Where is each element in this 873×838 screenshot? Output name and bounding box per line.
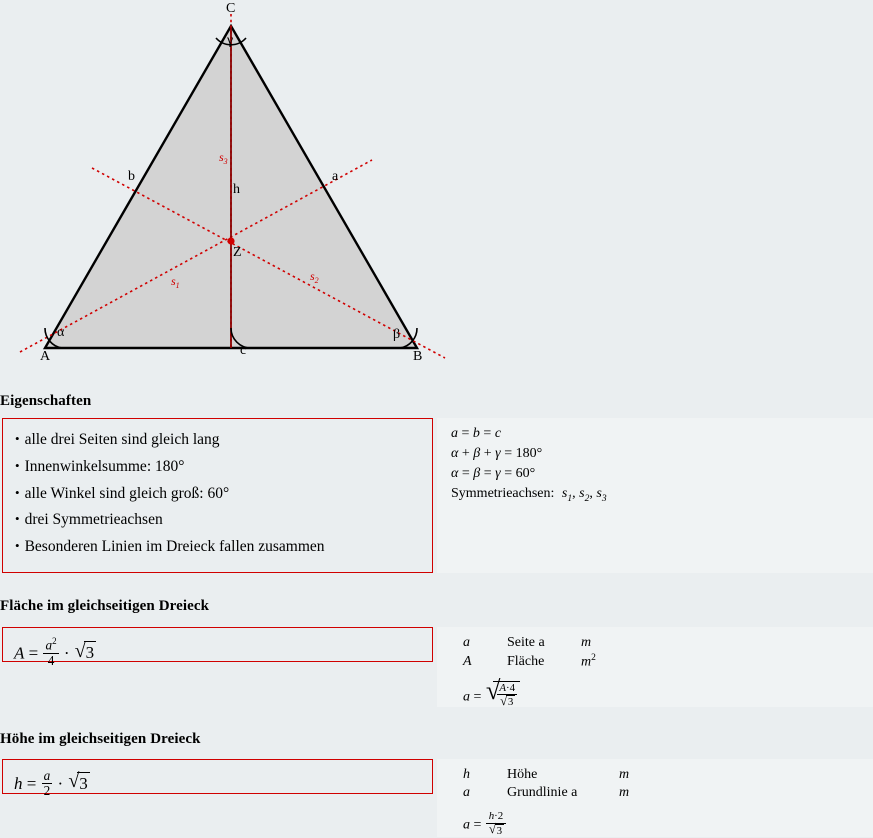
equilateral-triangle-figure xyxy=(0,0,873,372)
table-row xyxy=(451,652,596,672)
var-description: Grundlinie a xyxy=(507,785,578,800)
height-solved-equation: a = h·2 √ 3 xyxy=(463,811,873,838)
var-description: Fläche xyxy=(507,653,545,669)
axis-label-s1: $s_1$ xyxy=(171,274,180,290)
height-formula-box xyxy=(2,759,433,799)
property-text: alle Winkel sind gleich groß: 60° xyxy=(24,484,230,502)
var-description: Höhe xyxy=(507,767,538,782)
vertex-label-C: C xyxy=(226,1,236,16)
list-item xyxy=(15,534,422,561)
bullet-icon: • xyxy=(15,538,20,554)
bullet-icon: • xyxy=(15,431,20,446)
side-label-c: c xyxy=(240,343,247,358)
property-text: drei Symmetrieachsen xyxy=(24,511,163,529)
var-unit: m xyxy=(619,767,630,782)
height-variable-table xyxy=(451,766,629,802)
centroid-label: Z xyxy=(233,245,242,260)
area-side-panel xyxy=(437,627,873,707)
vertex-label-B: B xyxy=(413,349,423,364)
angle-label-beta: β xyxy=(393,327,401,342)
area-solved-equation: a = √ A·4 √ 3 xyxy=(463,681,873,710)
note-symmetry-axes: Symmetrieachsen: $s_1$, $s_2$, $s_3$ xyxy=(451,485,607,504)
note-each-angle: α = β = γ = 60° xyxy=(451,465,536,481)
axis-label-s2: $s_2$ xyxy=(310,269,319,285)
table-row xyxy=(451,766,629,784)
bullet-icon: • xyxy=(15,511,20,527)
height-side-panel xyxy=(437,759,873,837)
var-unit: m xyxy=(619,785,630,800)
heading-flaeche: Fläche im gleichseitigen Dreieck xyxy=(0,598,210,614)
var-symbol: a xyxy=(463,635,470,650)
var-symbol: h xyxy=(463,767,470,782)
list-item xyxy=(15,454,422,481)
height-formula: h = $\frac{a}{2}$ · √ 3 xyxy=(14,768,88,799)
var-unit: m xyxy=(581,635,592,650)
height-label: h xyxy=(233,182,240,197)
area-formula: A = $\frac{a^2}{4}$ · √ 3 xyxy=(14,636,95,668)
heading-hoehe: Höhe im gleichseitigen Dreieck xyxy=(0,731,201,747)
bullet-icon: • xyxy=(15,484,20,500)
var-symbol: A xyxy=(463,653,472,669)
properties-list xyxy=(3,419,432,569)
properties-side-panel xyxy=(437,418,873,573)
property-text: Besonderen Linien im Dreieck fallen zusammen xyxy=(24,538,325,556)
table-row xyxy=(451,634,596,652)
var-unit: $m^2$ xyxy=(581,653,596,670)
property-text: Innenwinkelsumme: 180° xyxy=(24,457,185,475)
var-description: Seite a xyxy=(507,635,545,650)
area-variable-table xyxy=(451,634,596,672)
symmetry-axes-label: Symmetrieachsen: xyxy=(451,485,555,501)
list-item xyxy=(15,427,422,454)
bullet-icon: • xyxy=(15,457,20,473)
table-row xyxy=(451,784,629,802)
note-sides: a = b = c xyxy=(451,426,502,441)
properties-box xyxy=(2,418,433,573)
heading-eigenschaften: Eigenschaften xyxy=(0,393,92,409)
angle-label-gamma: γ xyxy=(227,33,234,48)
list-item xyxy=(15,481,422,508)
list-item xyxy=(15,507,422,534)
axis-label-s3: $s_3$ xyxy=(219,150,228,166)
area-formula-box xyxy=(2,627,433,668)
property-text: alle drei Seiten sind gleich lang xyxy=(24,431,220,448)
var-symbol: a xyxy=(463,785,470,800)
side-label-b: b xyxy=(128,169,135,184)
note-angle-sum: α + β + γ = 180° xyxy=(451,445,543,461)
properties-notes xyxy=(437,418,873,506)
vertex-label-A: A xyxy=(40,349,51,364)
side-label-a: a xyxy=(332,169,339,184)
centroid-point xyxy=(227,237,234,244)
angle-label-alpha: α xyxy=(57,325,65,340)
